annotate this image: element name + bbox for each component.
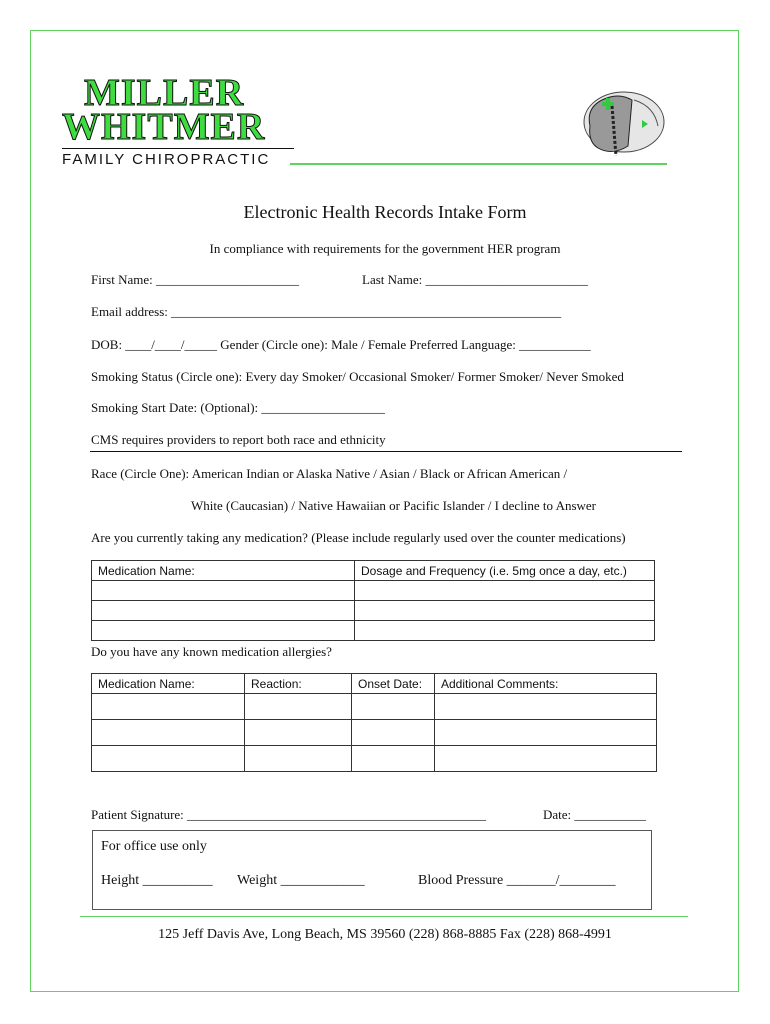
race-line-2[interactable]: White (Caucasian) / Native Hawaiian or Pacific Islander / I decline to Answer — [191, 498, 597, 513]
blood-pressure-field[interactable]: Blood Pressure _______/________ — [418, 873, 616, 888]
allergy-header-medication: Medication Name: — [92, 674, 245, 694]
patient-signature-field[interactable]: Patient Signature: ______________________________________________ — [91, 807, 487, 822]
table-cell[interactable] — [355, 581, 655, 601]
allergy-header-comments: Additional Comments: — [435, 674, 657, 694]
form-title: Electronic Health Records Intake Form — [243, 202, 527, 222]
table-row — [92, 601, 655, 621]
table-row — [92, 694, 657, 720]
office-use-box — [92, 830, 652, 910]
table-cell[interactable] — [92, 581, 355, 601]
table-cell[interactable] — [435, 694, 657, 720]
header-rule — [290, 163, 667, 165]
logo-line-3: FAMILY CHIROPRACTIC — [62, 148, 294, 168]
table-cell[interactable] — [245, 694, 352, 720]
footer-address: 125 Jeff Davis Ave, Long Beach, MS 39560 (228) 868-8885 Fax (228) 868-4991 — [158, 927, 612, 942]
table-cell[interactable] — [92, 601, 355, 621]
footer-rule — [80, 916, 688, 917]
table-cell[interactable] — [435, 720, 657, 746]
table-cell[interactable] — [245, 746, 352, 772]
race-line-1[interactable]: Race (Circle One): American Indian or Alaska Native / Asian / Black or African American / — [91, 466, 568, 481]
logo-line-2: WHITMER — [62, 106, 266, 148]
med-header-dosage: Dosage and Frequency (i.e. 5mg once a day, etc.) — [355, 561, 655, 581]
table-cell[interactable] — [352, 720, 435, 746]
table-row — [92, 746, 657, 772]
weight-field[interactable]: Weight ____________ — [237, 873, 365, 888]
medication-question: Are you currently taking any medication? (Please include regularly used over the counter medications) — [91, 530, 626, 545]
table-cell[interactable] — [245, 720, 352, 746]
table-cell[interactable] — [92, 720, 245, 746]
medication-table — [91, 560, 655, 641]
table-row — [92, 720, 657, 746]
logo-line-1: MILLER — [84, 72, 245, 114]
smoking-start-date-field[interactable]: Smoking Start Date: (Optional): ___________________ — [91, 400, 385, 415]
first-name-field[interactable]: First Name: ______________________ — [91, 272, 299, 287]
table-cell[interactable] — [92, 746, 245, 772]
section-divider — [90, 451, 682, 452]
last-name-field[interactable]: Last Name: _________________________ — [362, 272, 589, 287]
company-logo — [62, 72, 302, 168]
allergy-header-reaction: Reaction: — [245, 674, 352, 694]
smoking-status-line[interactable]: Smoking Status (Circle one): Every day Smoker/ Occasional Smoker/ Former Smoker/ Never Smoked — [91, 369, 624, 384]
table-cell[interactable] — [435, 746, 657, 772]
form-subtitle: In compliance with requirements for the government HER program — [209, 241, 561, 256]
table-cell[interactable] — [355, 601, 655, 621]
med-header-name: Medication Name: — [92, 561, 355, 581]
allergy-table — [91, 673, 657, 772]
cms-note: CMS requires providers to report both race and ethnicity — [91, 432, 386, 447]
table-cell[interactable] — [355, 621, 655, 641]
date-field[interactable]: Date: ___________ — [543, 807, 646, 822]
table-row — [92, 621, 655, 641]
height-field[interactable]: Height __________ — [101, 873, 213, 888]
table-cell[interactable] — [352, 694, 435, 720]
table-cell[interactable] — [352, 746, 435, 772]
dob-gender-language-line[interactable]: DOB: ____/____/_____ Gender (Circle one): Male / Female Preferred Language: ___________ — [91, 337, 591, 352]
office-use-title: For office use only — [101, 839, 207, 854]
table-cell[interactable] — [92, 621, 355, 641]
allergy-question: Do you have any known medication allergies? — [91, 644, 332, 659]
allergy-header-onset: Onset Date: — [352, 674, 435, 694]
email-field[interactable]: Email address: ____________________________________________________________ — [91, 304, 562, 319]
table-cell[interactable] — [92, 694, 245, 720]
head-spine-icon — [572, 86, 668, 162]
table-row — [92, 581, 655, 601]
